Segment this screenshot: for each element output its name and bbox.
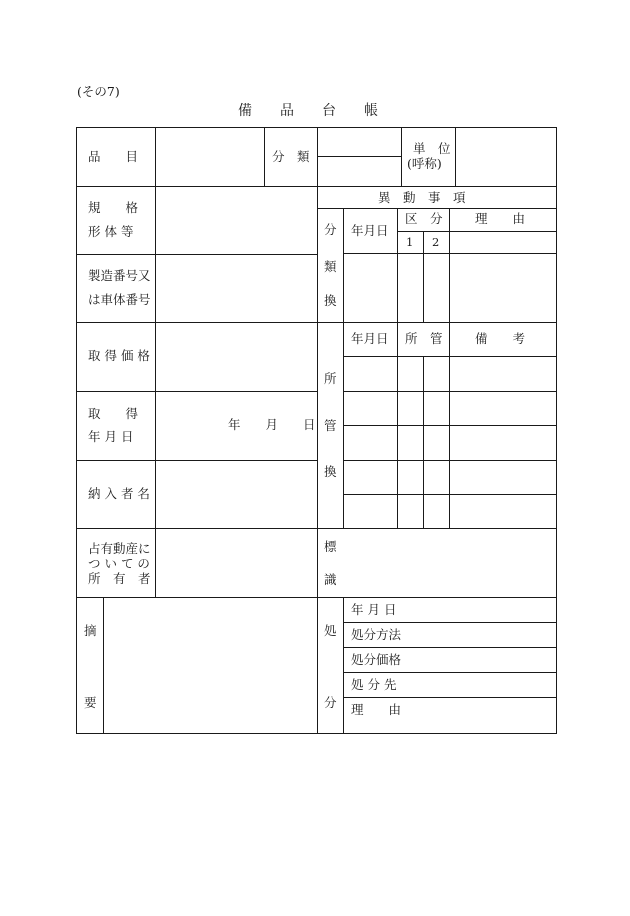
kubun-header: 区 分 (405, 211, 443, 226)
senyuu-label-1: 占有動産に (88, 541, 151, 556)
form-title: 備 品 台 帳 (238, 103, 378, 119)
row-divider (76, 254, 317, 255)
kubun-2: 2 (432, 235, 440, 249)
nounyusha-label: 納 入 者 名 (88, 486, 150, 501)
idou-title: 異 動 事 項 (378, 190, 466, 205)
col-divider (423, 356, 424, 528)
shokan-char-1: 所 (324, 371, 337, 386)
keitai-label: 形 体 等 (88, 224, 134, 239)
idou-bunrui-char-2: 類 (324, 259, 337, 274)
row-divider (76, 460, 317, 461)
idou-title-line (317, 208, 557, 209)
col-divider (317, 186, 318, 734)
hyoushiki-char-2: 識 (324, 572, 337, 587)
idou-header-bottom (343, 253, 557, 254)
shobun-row (343, 672, 557, 673)
col-divider (343, 208, 344, 322)
acquisition-date-value: 年 月 日 (228, 417, 316, 432)
col-divider (401, 127, 402, 186)
col-divider (264, 127, 265, 186)
form-number: (その7) (77, 84, 120, 99)
col-divider (103, 597, 104, 734)
kubun-split (397, 231, 557, 232)
shokan-row (343, 494, 557, 495)
shobun-row (343, 647, 557, 648)
shokan-nengappi-header: 年月日 (351, 331, 389, 346)
idou-nengappi-header: 年月日 (351, 223, 389, 238)
shokan-row (343, 460, 557, 461)
seizou-label-1: 製造番号又 (88, 268, 151, 283)
shokan-char-2: 管 (324, 418, 337, 433)
shutoku-label-2: 年 月 日 (88, 429, 134, 444)
col-divider (155, 127, 156, 186)
tekiyou-label-1: 摘 (84, 623, 97, 638)
kubun-1: 1 (406, 235, 414, 249)
hyoushiki-char-1: 標 (324, 539, 337, 554)
shobun-item-destination: 処 分 先 (351, 677, 397, 692)
kikaku-label: 規 格 (88, 200, 139, 215)
shobun-item-reason: 理 由 (351, 702, 402, 717)
tani-label: 単 位 (413, 141, 451, 156)
row-divider (76, 391, 317, 392)
riyuu-header: 理 由 (475, 211, 526, 226)
senyuu-label-3: 所 有 者 (88, 571, 151, 586)
hinmoku-label: 品 目 (88, 149, 139, 164)
yobishou-label: (呼称) (407, 156, 442, 171)
shobun-row (343, 697, 557, 698)
shokan-header: 所 管 (405, 331, 443, 346)
col-divider (343, 597, 344, 734)
bunrui-split (317, 156, 401, 157)
col-divider (155, 186, 156, 597)
shobun-char-1: 処 (324, 623, 337, 638)
col-divider (397, 208, 398, 322)
senyuu-label-2: つ い て の (88, 556, 150, 571)
shokan-char-3: 換 (324, 464, 337, 479)
shobun-row (343, 622, 557, 623)
shokan-row (343, 391, 557, 392)
col-divider (449, 208, 450, 322)
bunrui-label: 分 類 (272, 149, 310, 164)
idou-bunrui-char-1: 分 (324, 222, 337, 237)
seizou-label-2: は車体番号 (88, 292, 151, 307)
shokan-row (343, 356, 557, 357)
shokan-row (343, 425, 557, 426)
shutoku-label-1: 取 得 (88, 406, 139, 421)
bikou-header: 備 考 (475, 331, 526, 346)
col-divider (423, 231, 424, 322)
shobun-char-2: 分 (324, 695, 337, 710)
shutoku-kakaku-label: 取 得 価 格 (88, 348, 150, 363)
shobun-item-price: 処分価格 (351, 652, 402, 667)
shobun-item-method: 処分方法 (351, 627, 402, 642)
tekiyou-label-2: 要 (84, 695, 97, 710)
shobun-item-date: 年 月 日 (351, 602, 397, 617)
col-divider (455, 127, 456, 186)
idou-bunrui-char-3: 換 (324, 293, 337, 308)
